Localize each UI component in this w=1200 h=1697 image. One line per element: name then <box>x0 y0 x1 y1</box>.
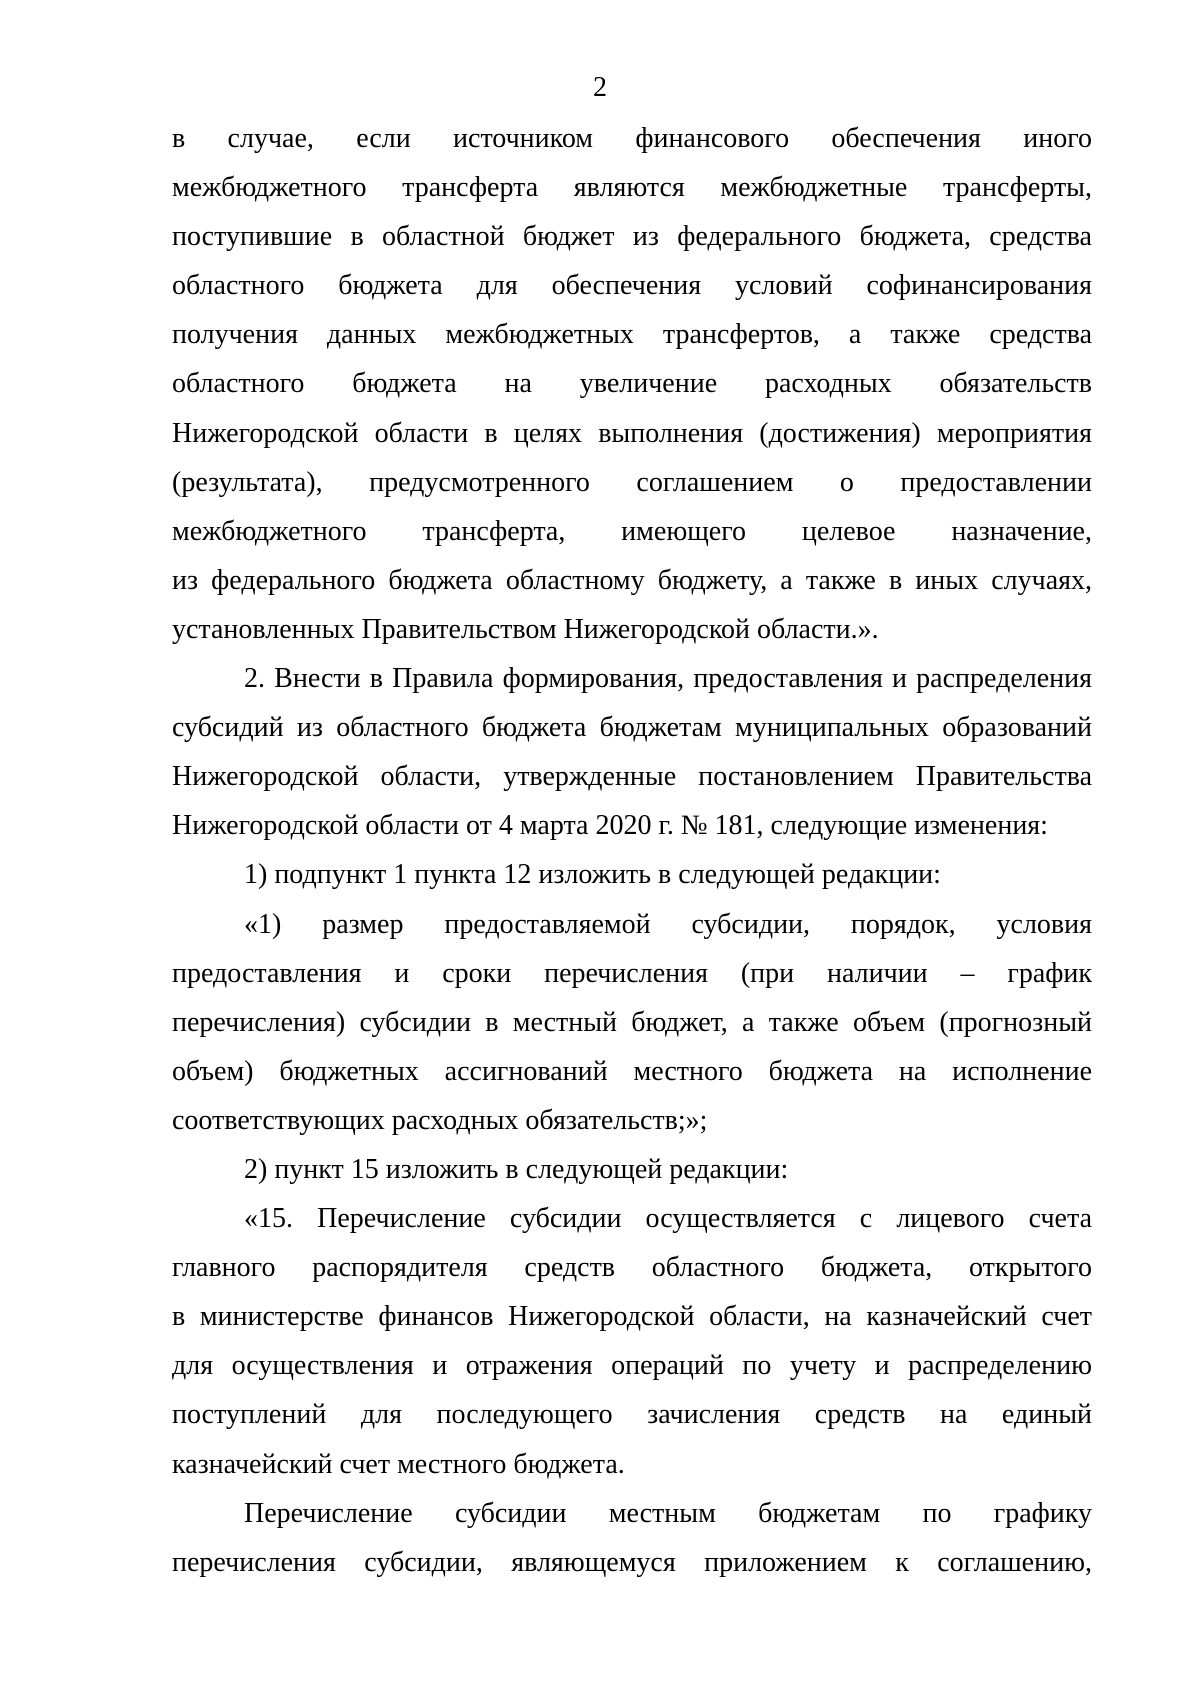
text-line: в министерстве финансов Нижегородской области, на казначейский счет <box>172 1301 1092 1333</box>
text-line: получения данных межбюджетных трансфертов, а также средства <box>172 319 1092 351</box>
text-line: 2. Внести в Правила формирования, предоставления и распределения <box>244 663 1092 695</box>
text-line: поступлений для последующего зачисления средств на единый <box>172 1399 1092 1431</box>
text-line: межбюджетного трансферта, имеющего целевое назначение, <box>172 515 1092 547</box>
text-line: субсидий из областного бюджета бюджетам муниципальных образований <box>172 712 1092 744</box>
text-line: предоставления и сроки перечисления (при наличии – график <box>172 957 1092 989</box>
text-line: перечисления) субсидии в местный бюджет, а также объем (прогнозный <box>172 1006 1092 1038</box>
text-line: 2) пункт 15 изложить в следующей редакции: <box>244 1153 789 1185</box>
text-line: межбюджетного трансферта являются межбюджетные трансферты, <box>172 172 1092 204</box>
text-line: казначейский счет местного бюджета. <box>172 1448 625 1480</box>
text-line: Нижегородской области в целях выполнения (достижения) мероприятия <box>172 417 1092 449</box>
text-line: главного распорядителя средств областного бюджета, открытого <box>172 1252 1092 1284</box>
text-line: поступившие в областной бюджет из федерального бюджета, средства <box>172 221 1092 253</box>
text-line: в случае, если источником финансового обеспечения иного <box>172 123 1092 154</box>
text-line: для осуществления и отражения операций по учету и распределению <box>172 1350 1092 1382</box>
text-line: «1) размер предоставляемой субсидии, порядок, условия <box>244 908 1092 940</box>
text-line: «15. Перечисление субсидии осуществляется с лицевого счета <box>244 1203 1092 1235</box>
text-line: установленных Правительством Нижегородской области.». <box>172 613 879 645</box>
text-line: Нижегородской области, утвержденные постановлением Правительства <box>172 761 1092 793</box>
text-line: из федерального бюджета областному бюджету, а также в иных случаях, <box>172 564 1092 596</box>
document-body <box>172 114 1092 1587</box>
text-line: Нижегородской области от 4 марта 2020 г. № 181, следующие изменения: <box>172 810 1048 842</box>
text-line: соответствующих расходных обязательств;»; <box>172 1104 708 1136</box>
text-line: областного бюджета на увеличение расходных обязательств <box>172 368 1092 400</box>
text-line: 1) подпункт 1 пункта 12 изложить в следующей редакции: <box>244 859 941 891</box>
text-line: объем) бюджетных ассигнований местного бюджета на исполнение <box>172 1055 1092 1087</box>
text-line: областного бюджета для обеспечения условий софинансирования <box>172 270 1092 302</box>
text-line: Перечисление субсидии местным бюджетам по графику <box>244 1497 1092 1529</box>
page-number: 2 <box>593 72 607 103</box>
text-line: (результата), предусмотренного соглашением о предоставлении <box>172 466 1092 498</box>
text-line: перечисления субсидии, являющемуся приложением к соглашению, <box>172 1546 1092 1578</box>
